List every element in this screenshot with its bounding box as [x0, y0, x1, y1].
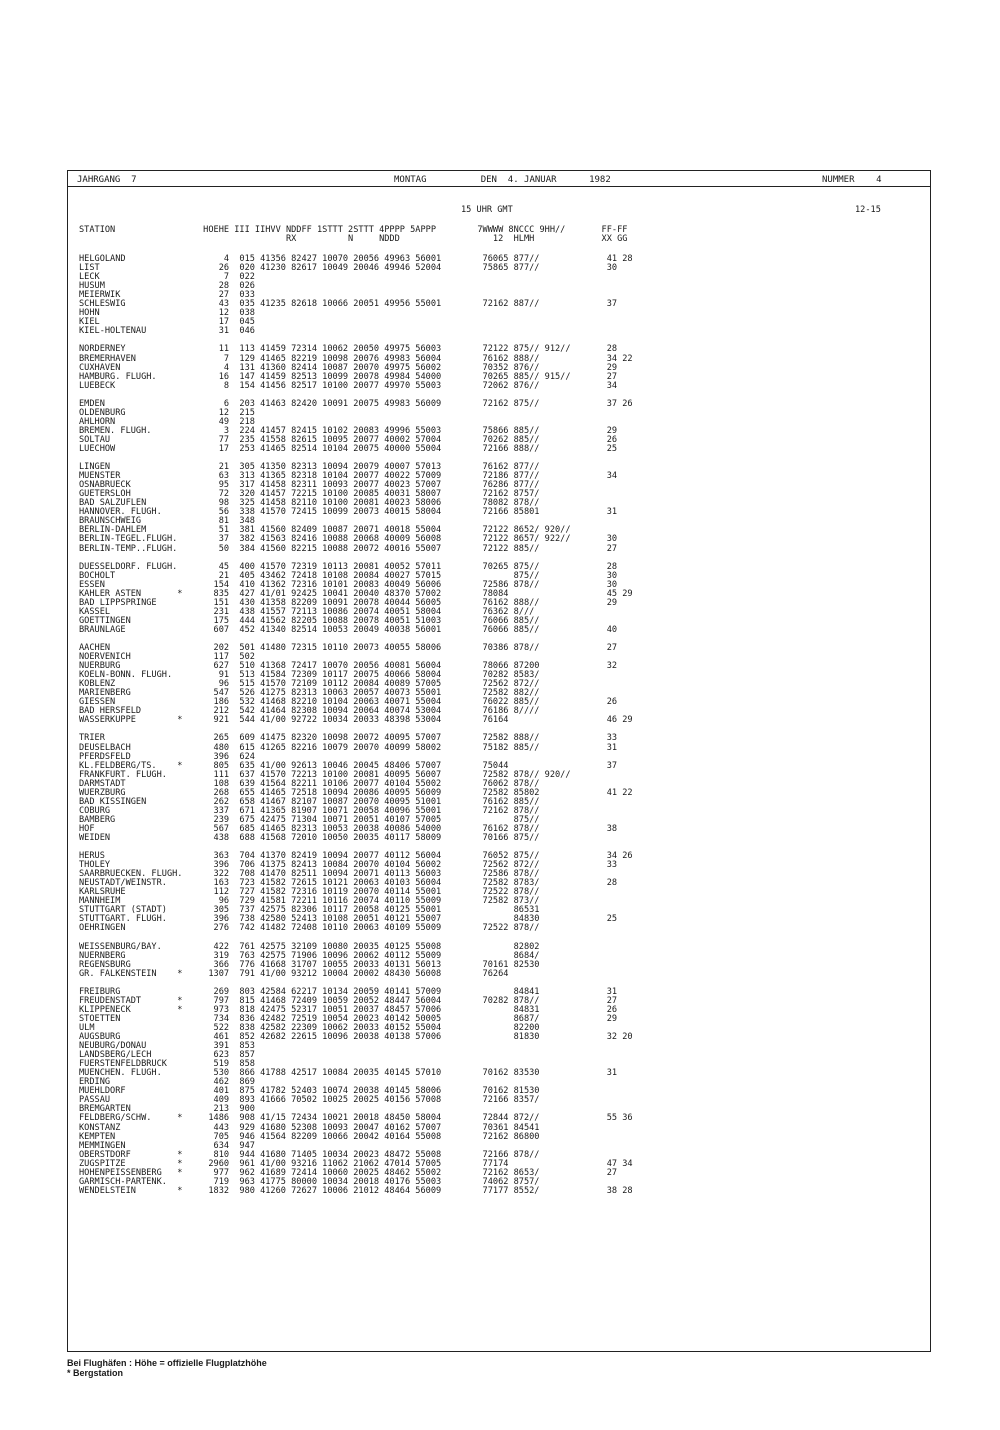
column-headers-2: RX N NDDD 12 HLMH XX GG: [79, 234, 628, 244]
column-headers-1: STATION HOEHE III IIHVV NDDFF 1STTT 2STTT 4PPPP 5APPP 7WWWW 8NCCC 9HH// FF-FF: [79, 225, 628, 235]
footnote-mountain-station: * Bergstation: [67, 1368, 124, 1378]
observation-time: 15 UHR GMT: [461, 205, 513, 215]
header-divider: [67, 186, 931, 187]
station-observations-table: HELGOLAND 4 015 41356 82427 10070 20056 49963 56001 76065 877// 41 28 LIST 26 020 41230 82617 10049 20046 49946 52004 75865 877// 30 LECK 7 022 HUSUM 28 026 MEIERWIK 27 033 SCHLESWIG 43 035 41235 82618 10066 20051 49956 55001 72162 887// 37 HOHN 12 038 KIEL 17 045 KIEL-HOLTENAU 31 046 NORDERNEY 11 113 41459 72314 10062 20050 49975 56003 72122 875// 912// 28 BREMERHAVEN 7 129 41465 82219 10098 20076 49983 56004 76162 888// 34 22 CUXHAVEN 4 131 41360 82414 10087 20070 49975 56002 70352 876// 29 HAMBURG. FLUGH. 16 147 41459 82513 10099 20078 49984 54000 70265 885// 915// 27 LUEBECK 8 154 41456 82517 10100 20077 49970 55003 72062 876// 34 EMDEN 6 203 41463 82420 10091 20075 49983 56009 72162 875// 37 26 OLDENBURG 12 215 AHLHORN 49 218 BREMEN. FLUGH. 3 224 41457 82415 10102 20083 49996 55003 75866 885// 29 SOLTAU 77 235 41558 82615 10095 20077 40002 57004 70262 885// 26 LUECHOW 17 253 41465 82514 10104 20075 40000 55004 72166 888// 25 LINGEN 21 305 41350 82313 10094 20079 40007 57013 76162 877// MUENSTER 63 313 41365 82318 10104 20077 40022 57009 72186 877// 34 OSNABRUECK 95 317 41458 82311 10093 20077 40023 57007 76286 877// GUETERSLOH 72 320 41457 72215 10100 20085 40031 58007 72162 8757/ BAD SALZUFLEN 98 325 41458 82110 10100 20081 40023 58006 78082 878// HANNOVER. FLUGH. 56 338 41570 72415 10099 20073 40015 58004 72166 85801 31 BRAUNSCHWEIG 81 348 BERLIN-DAHLEM 51 381 41560 82409 10087 20071 40018 55004 72122 8652/ 920// BERLIN-TEGEL.FLUGH. 37 382 41563 82416 10088 20068 40009 56008 72122 8657/ 922// 30 BERLIN-TEMP..FLUGH. 50 384 41560 82215 10088 20072 40016 55007 72122 885// 27 DUESSELDORF. FLUGH. 45 400 41570 72319 10113 20081 40052 57011 70265 875// 28 BOCHOLT 21 405 43462 72418 10108 20084 40027 57015 875// 30 ESSEN 154 410 41362 72316 10101 20083 40049 56006 72586 878// 30 KAHLER ASTEN * 835 427 41/01 92425 10041 20040 48370 57002 78084 45 29 BAD LIPPSPRINGE 151 430 41358 82209 10091 20078 40044 56005 76162 888// 29 KASSEL 231 438 41557 72113 10086 20074 40051 58004 76362 8/// GOETTINGEN 175 444 41562 82205 10088 20078 40051 51003 76066 885// BRAUNLAGE 607 452 41340 82514 10053 20049 40038 56001 76066 885// 40 AACHEN 202 501 41480 72315 10110 20073 40055 58006 70386 878// 27 NOERVENICH 117 502 NUERBURG 627 510 41368 72417 10070 20056 40081 56004 78066 87200 32 KOELN-BONN. FLUGH. 91 513 41584 72309 10117 20075 40066 58004 70282 8583/ KOBLENZ 96 515 41570 72109 10112 20084 40089 57005 72562 872// MARIENBERG 547 526 41275 82313 10063 20057 40073 55001 72582 882// GIESSEN 186 532 41468 82210 10104 20063 40071 55004 76022 885// 26 BAD HERSFELD 212 542 41464 82308 10094 20064 40074 53004 76186 8//// WASSERKUPPE * 921 544 41/00 92722 10034 20033 48398 53004 76164 46 29 TRIER 265 609 41475 82320 10098 20072 40095 57007 72582 888// 33 DEUSELBACH 480 615 41265 82216 10079 20070 40099 58002 75182 885// 31 PFERDSFELD 396 624 KL.FELDBERG/TS. * 805 635 41/00 92613 10046 20045 48406 57007 75044 37 FRANKFURT. FLUGH. 111 637 41570 72213 10100 20081 40095 56007 72582 878// 920// DARMSTADT 108 639 41564 82211 10106 20077 40104 55002 76062 878// WUERZBURG 268 655 41465 72518 10094 20086 40095 56009 72582 85802 41 22 BAD KISSINGEN 262 658 41467 82107 10087 20070 40095 51001 76162 885// COBURG 337 671 41365 81907 10071 20058 40096 55001 72162 878// BAMBERG 239 675 42475 71304 10071 20051 40107 57005 875// HOF 567 685 41465 82313 10053 20038 40086 54000 76162 878// 38 WEIDEN 438 688 41568 72010 10050 20035 40117 58009 70166 875// HERUS 363 704 41370 82419 10094 20077 40112 56004 76052 875// 34 26 THOLEY 396 706 41375 82413 10084 20070 40104 56002 72562 872// 33 SAARBRUECKEN. FLUGH. 322 708 41470 82511 10094 20071 40113 56003 72586 878// NEUSTADT/WEINSTR. 163 723 41582 72615 10121 20063 40103 56004 72582 8783/ 28 KARLSRUHE 112 727 41582 72316 10119 20070 40114 55001 72522 878// MANNHEIM 96 729 41581 72211 10116 20074 40110 55009 72582 873// STUTTGART (STADT) 305 737 42575 82306 10117 20058 40125 55001 86531 STUTTGART. FLUGH. 396 738 42580 52413 10108 20051 40121 55007 84830 25 OEHRINGEN 276 742 41482 72408 10110 20063 40109 55009 72522 878// WEISSENBURG/BAY. 422 761 42575 32109 10080 20035 40125 55008 82802 NUERNBERG 319 763 42575 71906 10096 20062 40112 55009 8684/ REGENSBURG 366 776 41668 31707 10055 20033 40131 56013 70161 82530 GR. FALKENSTEIN * 1307 791 41/00 93212 10004 20002 48430 56008 76264 FREIBURG 269 803 42584 62217 10134 20059 40141 57009 84841 31 FREUDENSTADT * 797 815 41468 72409 10059 20052 48447 56004 70282 878// 27 KLIPPENECK * 973 818 42475 52317 10051 20037 48457 57006 84831 26 STOETTEN 734 836 42482 72519 10054 20023 40142 50005 8687/ 29 ULM 522 838 42582 22309 10062 20033 40152 55004 82200 AUGSBURG 461 852 42682 22615 10096 20038 40138 57006 81830 32 20 NEUBURG/DONAU 391 853 LANDSBERG/LECH 623 857 FUERSTENFELDBRUCK 519 858 MUENCHEN. FLUGH. 530 866 41788 42517 10084 20035 40145 57010 70162 83530 31 ERDING 462 869 MUEHLDORF 401 875 41782 52403 10074 20038 40145 58006 70162 81530 PASSAU 409 893 41666 70502 10025 20025 40156 57008 72166 8357/ BREMGARTEN 213 900 FELDBERG/SCHW. * 1486 908 41/15 72434 10021 20018 48450 58004 72844 872// 55 36 KONSTANZ 443 929 41680 52308 10093 20047 40162 57007 70361 84541 KEMPTEN 705 946 41564 82209 10066 20042 40164 55008 72162 86800 MEMMINGEN 634 947 OBERSTDORF * 810 944 41680 71405 10034 20023 48472 55008 72166 878// ZUGSPITZE * 2960 961 41/00 93216 11062 21062 47014 57005 77174 47 34 HOHENPEISSENBERG * 977 962 41689 72414 10060 20025 48462 55002 72162 8653/ 27 GARMISCH-PARTENK. 719 963 41775 80000 10034 20018 40176 55003 74062 8757/ WENDELSTEIN * 1832 980 41260 72627 10006 21012 48464 56009 77177 8552/ 38 28: [79, 254, 633, 1196]
observation-time-range: 12-15: [855, 205, 881, 215]
jahrgang-label: JAHRGANG 7: [77, 175, 137, 185]
footnote: [67, 1358, 267, 1378]
issue-number: NUMMER 4: [822, 175, 882, 185]
footnote-airports: Bei Flughäfen : Höhe = offizielle Flugplatzhöhe: [67, 1358, 267, 1368]
date-label: MONTAG DEN 4. JANUAR 1982: [394, 175, 611, 185]
